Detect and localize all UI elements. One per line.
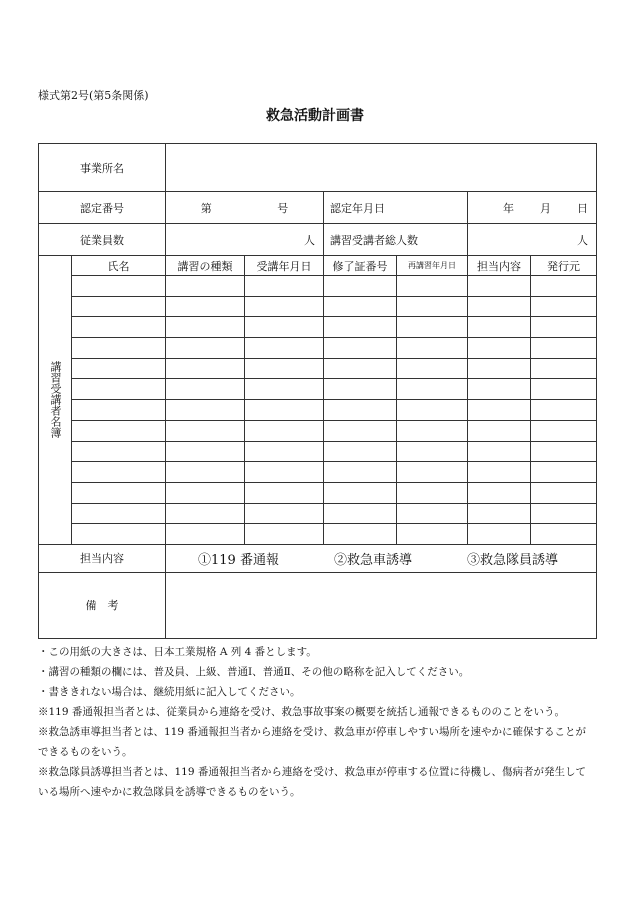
roster-cell[interactable] [72,462,166,483]
roster-header-row [39,256,597,276]
roster-cell[interactable] [166,503,245,524]
roster-cell[interactable] [245,276,324,297]
roster-cell[interactable] [324,420,397,441]
roster-cell[interactable] [72,317,166,338]
roster-cell[interactable] [468,482,531,503]
roster-cell[interactable] [468,379,531,400]
roster-cell[interactable] [468,441,531,462]
roster-row [39,524,597,545]
note-item: ・この用紙の大きさは、日本工業規格 A 列 4 番とします。 [38,646,317,658]
roster-cell[interactable] [324,462,397,483]
roster-cell[interactable] [397,441,468,462]
employee-count-label: 従業員数 [39,224,166,256]
office-name-field[interactable] [166,144,597,192]
roster-cell[interactable] [166,482,245,503]
duty-option-crew-guide[interactable]: ③救急隊員誘導 [467,552,559,568]
roster-cell[interactable] [324,441,397,462]
cert-number-suffix: 号 [277,201,289,215]
roster-header-attend-date: 受講年月日 [245,256,324,276]
roster-cell[interactable] [468,420,531,441]
roster-cell[interactable] [468,503,531,524]
roster-cell[interactable] [531,338,597,359]
roster-cell[interactable] [397,358,468,379]
office-row [39,144,597,192]
notes-section [38,642,594,802]
remarks-row [39,572,597,638]
certification-row [39,192,597,224]
roster-header-name: 氏名 [72,256,166,276]
roster-cell[interactable] [531,503,597,524]
roster-cell[interactable] [397,296,468,317]
roster-row [39,296,597,317]
roster-cell[interactable] [324,338,397,359]
cert-date-year: 年 [503,201,515,215]
roster-cell[interactable] [245,338,324,359]
trainee-total-unit: 人 [577,233,589,247]
roster-cell[interactable] [245,503,324,524]
roster-cell[interactable] [245,358,324,379]
roster-cell[interactable] [468,338,531,359]
roster-row [39,276,597,297]
roster-cell[interactable] [245,317,324,338]
roster-cell[interactable] [166,379,245,400]
roster-cell[interactable] [468,400,531,421]
roster-cell[interactable] [166,441,245,462]
form-number-label: 様式第2号(第5条関係) [38,89,149,102]
roster-header-retrain-date: 再講習年月日 [397,256,468,276]
roster-cell[interactable] [245,296,324,317]
cert-number-prefix: 第 [200,201,212,215]
roster-cell[interactable] [468,276,531,297]
activity-plan-table [38,143,597,639]
cert-number-label: 認定番号 [39,192,166,224]
roster-header-certificate-no: 修了証番号 [324,256,397,276]
roster-row [39,441,597,462]
trainee-total-label: 講習受講者総人数 [324,224,468,256]
roster-cell[interactable] [245,441,324,462]
roster-cell[interactable] [324,276,397,297]
roster-cell[interactable] [531,524,597,545]
roster-cell[interactable] [166,296,245,317]
cert-date-field[interactable] [468,192,597,224]
trainee-total-field[interactable] [468,224,597,256]
note-item: ・書ききれない場合は、継続用紙に記入してください。 [38,686,301,698]
roster-cell[interactable] [72,358,166,379]
roster-cell[interactable] [324,296,397,317]
roster-cell[interactable] [397,503,468,524]
roster-cell[interactable] [245,379,324,400]
cert-date-day: 日 [577,201,589,215]
roster-cell[interactable] [166,358,245,379]
remarks-field[interactable] [166,572,597,638]
roster-row [39,400,597,421]
roster-cell[interactable] [72,379,166,400]
roster-cell[interactable] [468,358,531,379]
roster-cell[interactable] [397,379,468,400]
duty-row [39,544,597,572]
duty-option-119-call[interactable]: ①119 番通報 [198,552,279,568]
roster-cell[interactable] [531,296,597,317]
roster-cell[interactable] [397,317,468,338]
roster-row [39,379,597,400]
cert-date-month: 月 [540,201,552,215]
roster-cell[interactable] [324,482,397,503]
roster-cell[interactable] [397,276,468,297]
roster-cell[interactable] [72,482,166,503]
note-item: ※119 番通報担当者とは、従業員から連絡を受け、救急事故事案の概要を統括し通報できるもののことをいう。 [38,706,565,718]
employee-count-field[interactable] [166,224,324,256]
roster-cell[interactable] [531,482,597,503]
office-label: 事業所名 [39,144,166,192]
roster-cell[interactable] [397,462,468,483]
remarks-label: 備 考 [39,572,166,638]
roster-cell[interactable] [468,524,531,545]
note-item: ※救急誘車導担当者とは、119 番通報担当者から連絡を受け、救急車が停車しやすい場所を速やかに確保することができるものをいう。 [38,726,586,758]
roster-row [39,420,597,441]
roster-cell[interactable] [531,441,597,462]
roster-cell[interactable] [397,524,468,545]
roster-cell[interactable] [468,317,531,338]
roster-cell[interactable] [531,420,597,441]
roster-cell[interactable] [531,400,597,421]
roster-row [39,503,597,524]
roster-cell[interactable] [468,462,531,483]
document-title: 救急活動計画書 [266,108,364,124]
cert-date-label: 認定年月日 [324,192,468,224]
roster-header-issuer: 発行元 [531,256,597,276]
roster-cell[interactable] [72,338,166,359]
roster-cell[interactable] [166,276,245,297]
note-item: ※救急隊員誘導担当者とは、119 番通報担当者から連絡を受け、救急車が停車する位置に待機し、傷病者が発生している場所へ速やかに救急隊員を誘導できるものをいう。 [38,766,586,798]
roster-cell[interactable] [245,524,324,545]
employee-row [39,224,597,256]
roster-cell[interactable] [166,317,245,338]
employee-count-unit: 人 [304,233,315,247]
roster-row [39,482,597,503]
roster-cell[interactable] [72,524,166,545]
roster-cell[interactable] [397,400,468,421]
roster-cell[interactable] [245,462,324,483]
roster-cell[interactable] [245,400,324,421]
roster-cell[interactable] [72,296,166,317]
roster-cell[interactable] [324,379,397,400]
roster-cell[interactable] [166,420,245,441]
duty-options [166,544,597,572]
roster-cell[interactable] [245,420,324,441]
roster-cell[interactable] [531,317,597,338]
roster-cell[interactable] [397,420,468,441]
roster-cell[interactable] [324,524,397,545]
roster-cell[interactable] [397,482,468,503]
roster-cell[interactable] [72,420,166,441]
roster-row [39,317,597,338]
roster-cell[interactable] [72,276,166,297]
roster-cell[interactable] [72,400,166,421]
roster-cell[interactable] [166,338,245,359]
roster-row [39,462,597,483]
roster-cell[interactable] [72,503,166,524]
duty-option-ambulance-guide[interactable]: ②救急車誘導 [333,552,412,568]
roster-cell[interactable] [324,358,397,379]
duty-label: 担当内容 [39,544,166,572]
roster-cell[interactable] [324,503,397,524]
roster-row [39,338,597,359]
roster-cell[interactable] [72,441,166,462]
note-item: ・講習の種類の欄には、普及員、上級、普通Ⅰ、普通Ⅱ、その他の略称を記入してください。 [38,666,470,678]
roster-cell[interactable] [531,379,597,400]
roster-cell[interactable] [324,317,397,338]
roster-cell[interactable] [531,462,597,483]
roster-header-course-type: 講習の種類 [166,256,245,276]
roster-row [39,358,597,379]
roster-cell[interactable] [531,276,597,297]
roster-cell[interactable] [324,400,397,421]
roster-cell[interactable] [166,524,245,545]
roster-cell[interactable] [397,338,468,359]
cert-number-field[interactable] [166,192,324,224]
roster-cell[interactable] [468,296,531,317]
roster-cell[interactable] [531,358,597,379]
roster-header-duty: 担当内容 [468,256,531,276]
roster-side-label: 講習受講者名簿 [39,256,72,545]
roster-cell[interactable] [245,482,324,503]
roster-cell[interactable] [166,400,245,421]
roster-cell[interactable] [166,462,245,483]
